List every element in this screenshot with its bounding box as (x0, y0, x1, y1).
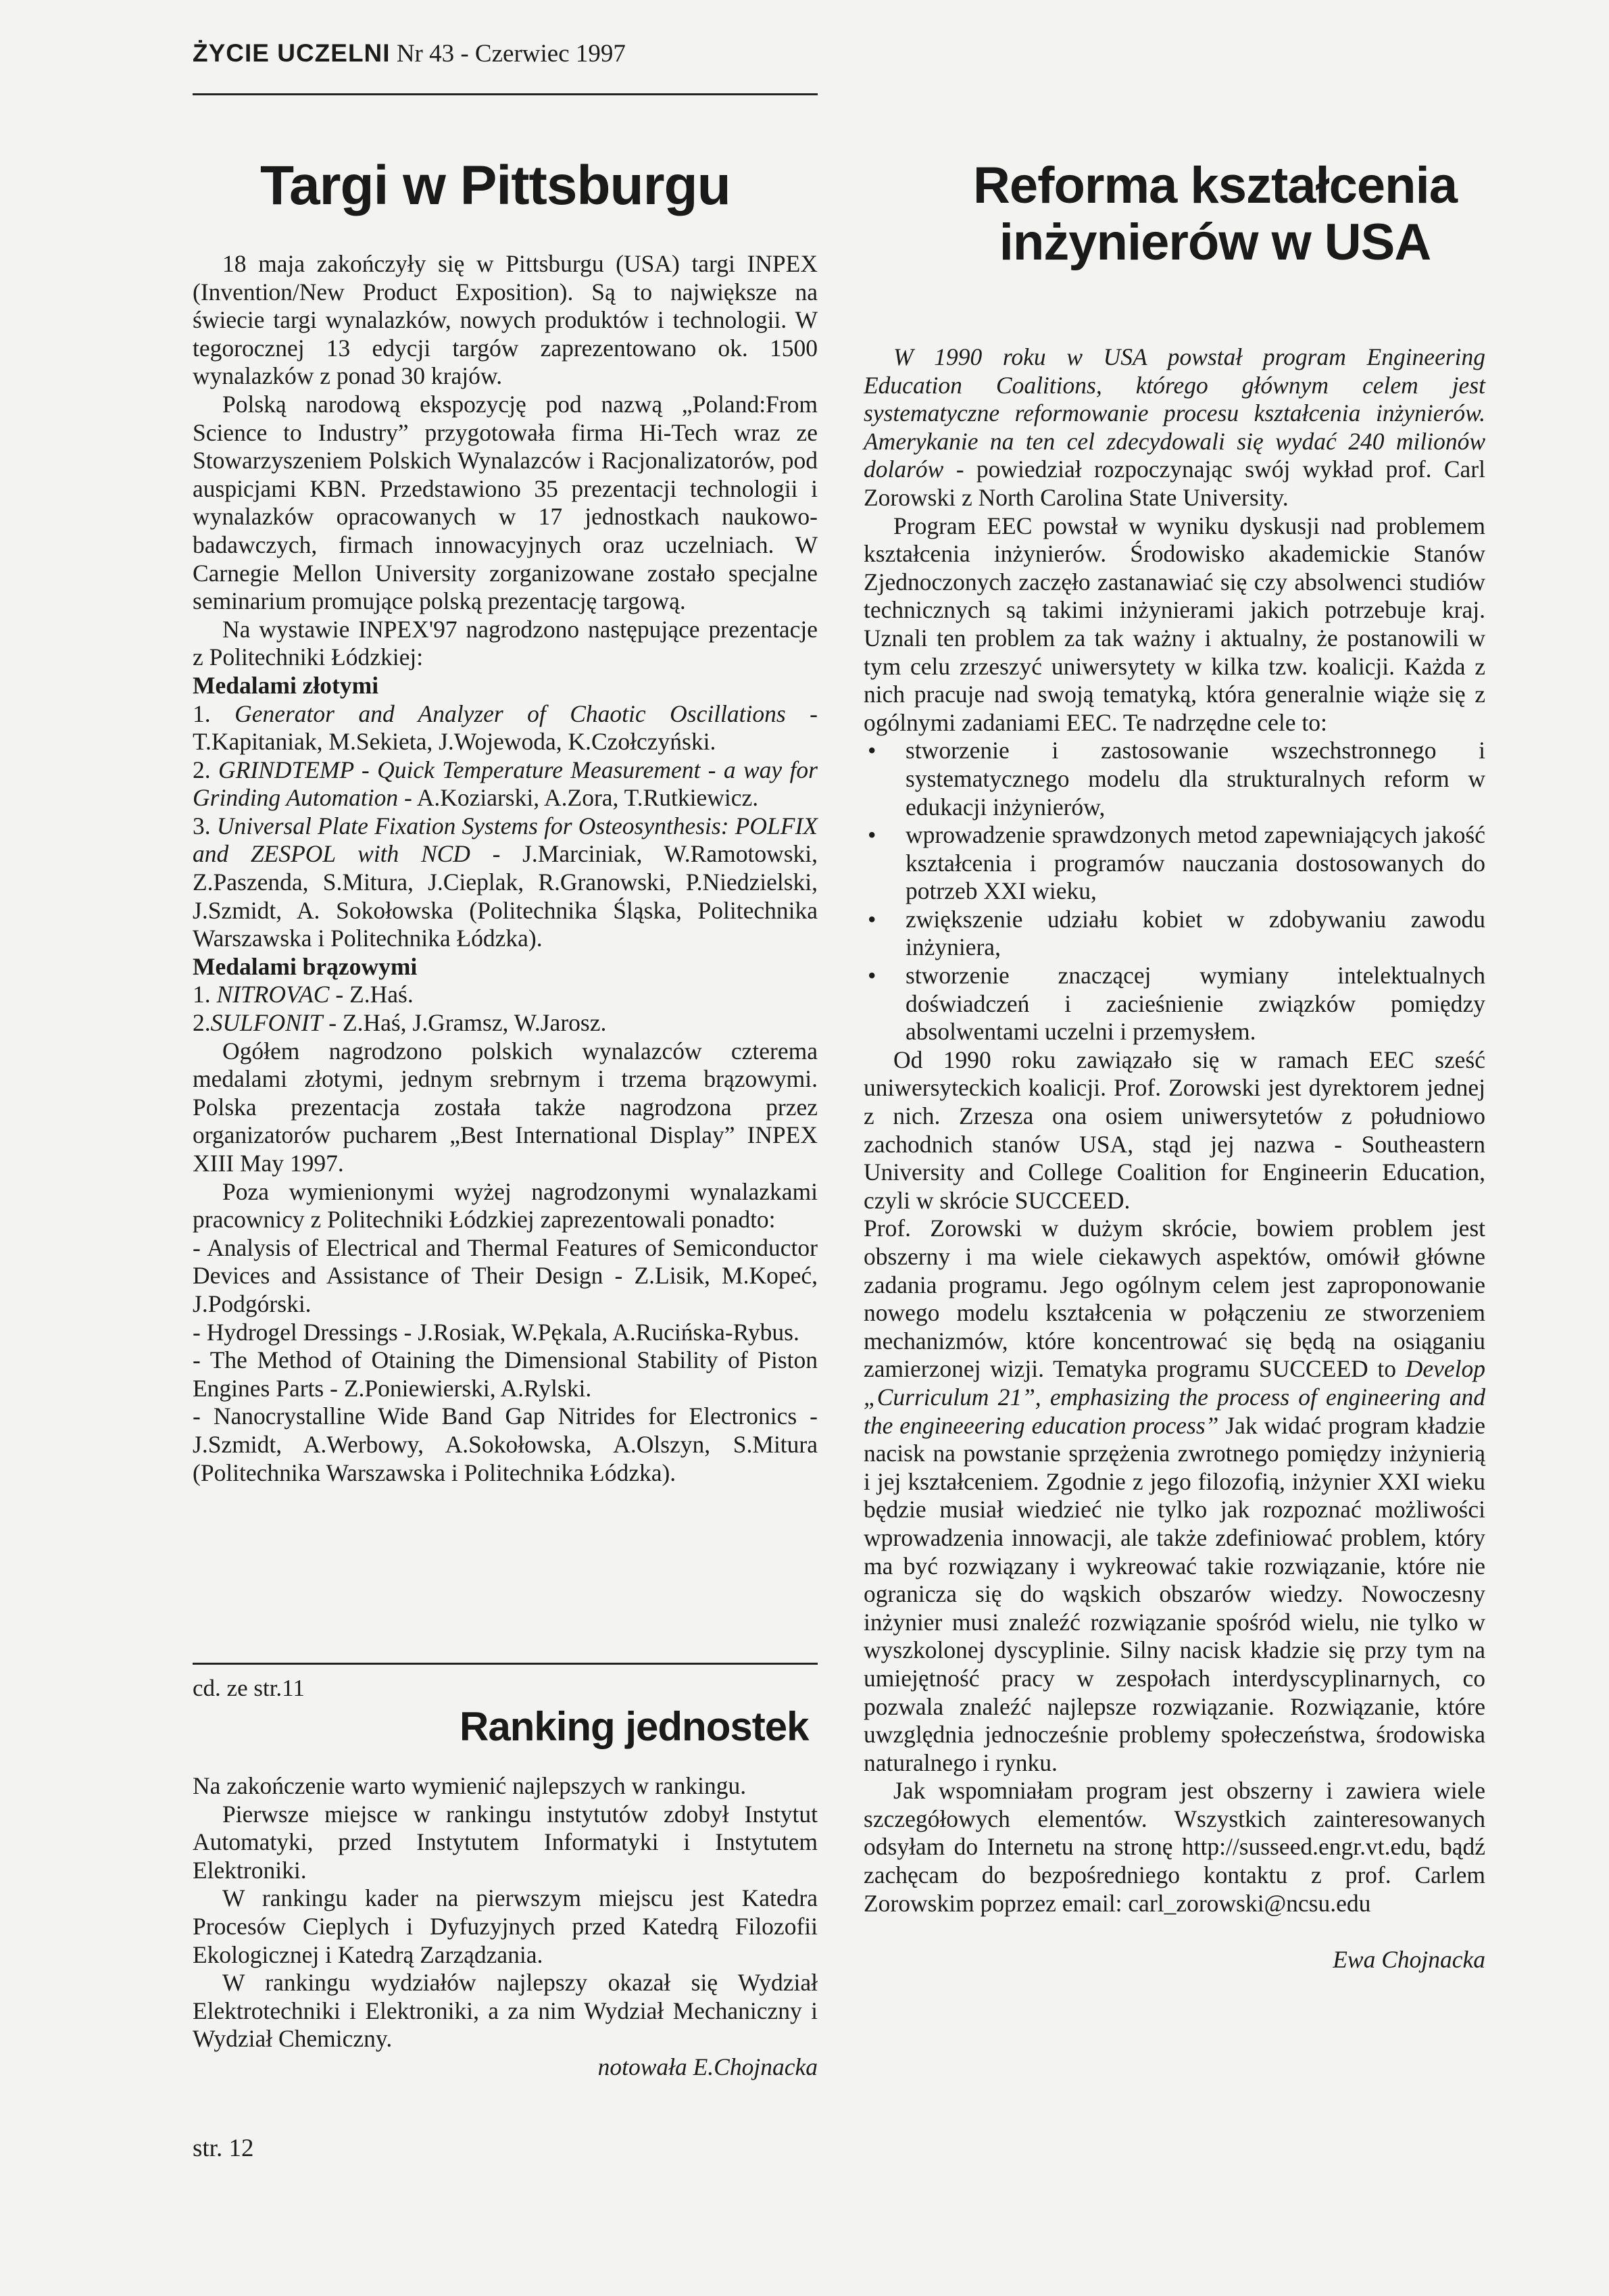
continued-note: cd. ze str.11 (193, 1675, 305, 1701)
list-item: • stworzenie znaczącej wymiany intelektualnych doświadczeń i zacieśnienie związków pomiędzy absolwentami uczelni i przemysłem. (864, 962, 1485, 1046)
article-ranking (193, 1772, 818, 2082)
exhibit-item: - The Method of Otaining the Dimensional Stability of Piston Engines Parts - Z.Poniewierski, A.Rylski. (193, 1346, 818, 1402)
signature: Ewa Chojnacka (1333, 1946, 1485, 1974)
paragraph (864, 1215, 1485, 1777)
running-head (193, 39, 626, 68)
award-title: Generator and Analyzer of Chaotic Oscillations (234, 700, 786, 727)
subheading-bronze: Medalami brązowymi (193, 952, 418, 980)
award-item: 1. Generator and Analyzer of Chaotic Oscillations - T.Kapitaniak, M.Sekieta, J.Wojewoda, K.Czołczyński. (193, 700, 818, 756)
article-title-ranking: Ranking jednostek (460, 1704, 809, 1749)
article-title-reforma (945, 157, 1485, 270)
paragraph: Polską narodową ekspozycję pod nazwą „Poland:From Science to Industry” przygotowała firma Hi-Tech wraz ze Stowarzyszeniem Polskich Wynalazców i Racjonalizatorów, pod auspicjami KBN. Przedstawiono 35 prezentacji technologii i wynalazków opracowanych w 17 jednostkach naukowo-badawczych, firmach innowacyjnych oraz uczelniach. W Carnegie Mellon University zorganizowane zostało specjalne seminarium promujące polską prezentację targową. (193, 390, 818, 615)
section-rule (193, 1663, 818, 1665)
award-authors: Z.Haś, J.Gramsz, W.Jarosz. (342, 1009, 607, 1037)
text-run: Jak widać program kładzie nacisk na powstanie sprzężenia zwrotnego pomiędzy inżynierią i jej kształceniem. Zgodnie z jego filozofią, inżynier XXI wieku będzie musiał wiedzieć nie tylko jak rozpoznać możliwości wprowadzenia innowacji, ale także zdefiniować problem, który ma być rozwiązany i wykreować takie rozwiązanie, które nie ogranicza się do wąskich obszarów wiedzy. Nowoczesny inżynier musi znaleźć rozwiązanie spośród wielu, nie tylko w wyszkolonej dyscyplinie. Silny nacisk kładzie się przy tym na umiejętność pracy w zespołach interdyscyplinarnych, co pozwala znaleźć najlepsze rozwiązanie. Rozwiązanie, które uwzględnia jednocześnie problemy społeczeństwa, środowiska naturalnego i rynku. (864, 1411, 1485, 1776)
article-reforma (864, 343, 1485, 1974)
award-authors: T.Kapitaniak, M.Sekieta, J.Wojewoda, K.Czołczyński. (193, 728, 716, 756)
paragraph: Na zakończenie warto wymienić najlepszych w rankingu. (193, 1772, 747, 1799)
masthead: ŻYCIE UCZELNI (193, 39, 391, 67)
exhibit-item: - Analysis of Electrical and Thermal Features of Semiconductor Devices and Assistance of Their Design - Z.Lisik, M.Kopeć, J.Podgórski. (193, 1234, 818, 1317)
award-title: NITROVAC (216, 981, 330, 1008)
list-item: • zwiększenie udziału kobiet w zdobywaniu zawodu inżyniera, (864, 906, 1485, 962)
article-title-targi: Targi w Pittsburgu (260, 155, 731, 216)
award-title: SULFONIT (210, 1009, 323, 1037)
paragraph: W rankingu wydziałów najlepszy okazał się Wydział Elektrotechniki i Elektroniki, a za nim Wydział Mechaniczny i Wydział Chemiczny. (193, 1969, 818, 2053)
subheading-gold: Medalami złotymi (193, 671, 379, 699)
list-item: • stworzenie i zastosowanie wszechstronnego i systematycznego modelu dla strukturalnych reform w edukacji inżynierów, (864, 737, 1485, 821)
lead-italic: W 1990 roku w USA powstał program Engineering Education Coalitions, którego głównym celem jest systematyczne reformowanie procesu kształcenia inżynierów. Amerykanie na ten cel zdecydowali się wydać 240 milionów dolarów (864, 343, 1485, 483)
signature: notowała E.Chojnacka (597, 2053, 818, 2080)
article-targi (193, 250, 818, 1487)
lead-paragraph (864, 343, 1485, 512)
award-title: GRINDTEMP - Quick Temperature Measurement - a way for Grinding Automation (193, 756, 818, 812)
header-rule (193, 93, 818, 95)
paragraph: Od 1990 roku zawiązało się w ramach EEC sześć uniwersyteckich koalicji. Prof. Zorowski jest dyrektorem jednej z nich. Zrzesza ona osiem uniwersytetów z południowo zachodnich stanów USA, stąd jej nazwa - Southeastern University and College Coalition for Engineerin Education, czyli w skrócie SUCCEED. (864, 1046, 1485, 1214)
paragraph: Na wystawie INPEX'97 nagrodzono następujące prezentacje z Politechniki Łódzkiej: (193, 615, 818, 671)
award-authors: Z.Haś. (349, 981, 414, 1008)
title-line: Reforma kształcenia (973, 157, 1457, 214)
paragraph: 18 maja zakończyły się w Pittsburgu (USA) targi INPEX (Invention/New Product Exposition). Są to największe na świecie targi wynalazków, nowych produktów i technologii. W tegorocznej 13 edycji targów zaprezentowano ok. 1500 wynalazków z ponad 30 krajów. (193, 250, 818, 390)
paragraph: Poza wymienionymi wyżej nagrodzonymi wynalazkami pracownicy z Politechniki Łódzkiej zaprezentowali ponadto: (193, 1177, 818, 1234)
exhibit-item: - Hydrogel Dressings - J.Rosiak, W.Pękala, A.Rucińska-Rybus. (193, 1318, 799, 1346)
exhibit-item: - Nanocrystalline Wide Band Gap Nitrides for Electronics - J.Szmidt, A.Werbowy, A.Sokołowska, A.Olszyn, S.Mitura (Politechnika Warszawska i Politechnika Łódzka). (193, 1402, 818, 1486)
award-item: 1. NITROVAC - Z.Haś. (193, 981, 414, 1008)
title-line: inżynierów w USA (999, 213, 1431, 271)
paragraph: Ogółem nagrodzono polskich wynalazców czterema medalami złotymi, jednym srebrnym i trzema brązowymi. Polska prezentacja została także nagrodzona przez organizatorów pucharem „Best International Display” INPEX XIII May 1997. (193, 1037, 818, 1177)
goals-list (864, 737, 1485, 1046)
paragraph: W rankingu kader na pierwszym miejscu jest Katedra Procesów Cieplych i Dyfuzyjnych przed Katedrą Filozofii Ekologicznej i Katedrą Zarządzania. (193, 1884, 818, 1968)
program-motto: Develop „Curriculum 21”, emphasizing the process of engineering and the engineeering education process” (864, 1355, 1485, 1439)
issue-info: Nr 43 - Czerwiec 1997 (396, 40, 626, 68)
award-authors: A.Koziarski, A.Zora, T.Rutkiewicz. (416, 784, 759, 812)
award-item: 3. Universal Plate Fixation Systems for Osteosynthesis: POLFIX and ZESPOL with NCD - J.Marciniak, W.Ramotowski, Z.Paszenda, S.Mitura, J.Cieplak, R.Granowski, P.Niedzielski, J.Szmidt, A. Sokołowska (Politechnika Śląska, Politechnika Warszawska i Politechnika Łódzka). (193, 812, 818, 952)
lead-rest: - powiedział rozpoczynając swój wykład prof. Carl Zorowski z North Carolina State University. (864, 456, 1485, 511)
list-item: • wprowadzenie sprawdzonych metod zapewniających jakość kształcenia i programów nauczania dostosowanych do potrzeb XXI wieku, (864, 821, 1485, 906)
paragraph: Jak wspomniałam program jest obszerny i zawiera wiele szczegółowych elementów. Wszystkich zainteresowanych odsyłam do Internetu na stronę http://susseed.engr.vt.edu, bądź zachęcam do bezpośredniego kontaktu z prof. Carlem Zorowskim poprzez email: carl_zorowski@ncsu.edu (864, 1777, 1485, 1917)
paragraph: Program EEC powstał w wyniku dyskusji nad problemem kształcenia inżynierów. Środowisko akademickie Stanów Zjednoczonych zaczęło zastanawiać się czy absolwenci studiów technicznych są takimi inżynierami jakich potrzebuje kraj. Uznali ten problem za tak ważny i aktualny, że postanowili w tym celu zrzeszyć uniwersytety w kilka tzw. koalicji. Każda z nich pracuje nad swoją tematyką, która generalnie wiąże się z ogólnymi zadaniami EEC. Te nadrzędne cele to: (864, 512, 1485, 736)
award-item: 2.SULFONIT - Z.Haś, J.Gramsz, W.Jarosz. (193, 1009, 607, 1037)
paragraph: Pierwsze miejsce w rankingu instytutów zdobył Instytut Automatyki, przed Instytutem Informatyki i Instytutem Elektroniki. (193, 1800, 818, 1884)
text-run: Prof. Zorowski w dużym skrócie, bowiem problem jest obszerny i ma wiele ciekawych aspektów, omówił główne zadania programu. Jego ogólnym celem jest zaproponowanie nowego modelu kształcenia w połączeniu ze stworzeniem mechanizmów, które koncentrować się będą na osiąganiu zamierzonej wizji. Tematyka programu SUCCEED to (864, 1215, 1485, 1383)
page-number: str. 12 (193, 2134, 254, 2162)
award-title: Universal Plate Fixation Systems for Osteosynthesis: POLFIX and ZESPOL with NCD (193, 812, 818, 868)
award-authors: J.Marciniak, W.Ramotowski, Z.Paszenda, S.Mitura, J.Cieplak, R.Granowski, P.Niedzielski, J.Szmidt, A. Sokołowska (Politechnika Śląska, Politechnika Warszawska i Politechnika Łódzka). (193, 840, 818, 952)
award-item: 2. GRINDTEMP - Quick Temperature Measurement - a way for Grinding Automation - A.Koziarski, A.Zora, T.Rutkiewicz. (193, 756, 818, 812)
